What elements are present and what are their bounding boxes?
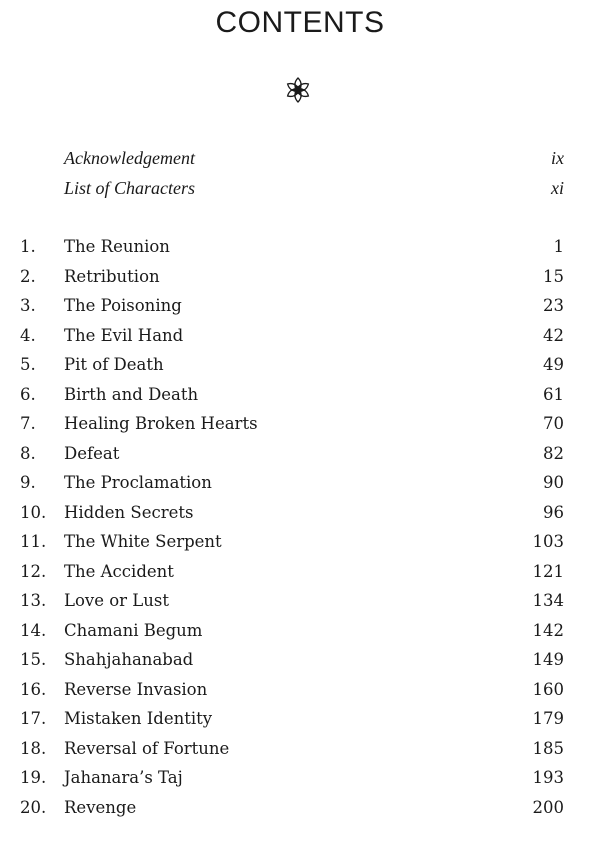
- chapter-entry: [0, 587, 600, 617]
- chapter-page-number: 70: [543, 414, 564, 433]
- chapter-number: 10.: [20, 502, 47, 522]
- chapter-title: Shahjahanabad: [64, 650, 194, 669]
- chapter-entry: [0, 263, 600, 293]
- chapter-title: Jahanara’s Taj: [64, 768, 183, 787]
- chapter-title: Reverse Invasion: [64, 679, 208, 699]
- chapter-title: Chamani Begum: [64, 620, 203, 640]
- chapter-page-number: 42: [543, 325, 564, 345]
- chapter-entry: [0, 469, 600, 499]
- chapter-title: The Accident: [64, 561, 174, 581]
- chapter-title: Defeat: [64, 443, 120, 463]
- chapter-entry: [0, 617, 600, 647]
- chapter-number: 4.: [20, 325, 36, 345]
- chapter-entry: [0, 233, 600, 263]
- chapter-number: 9.: [20, 473, 36, 492]
- chapter-page-number: 96: [543, 502, 564, 522]
- chapter-title: Love or Lust: [64, 591, 169, 610]
- chapter-page-number: 121: [532, 561, 564, 581]
- chapter-page-number: 193: [532, 768, 564, 787]
- chapter-title: The Evil Hand: [64, 325, 184, 345]
- chapter-entry: [0, 558, 600, 588]
- chapter-entry: [0, 794, 600, 824]
- front-matter-entry-list-of-characters: [0, 174, 600, 204]
- chapter-number: 13.: [20, 591, 47, 610]
- chapter-entry: [0, 646, 600, 676]
- chapter-number: 7.: [20, 414, 36, 433]
- chapter-page-number: 185: [532, 738, 564, 758]
- chapter-number: 14.: [20, 620, 47, 640]
- chapter-entry: [0, 440, 600, 470]
- chapter-title: Revenge: [64, 797, 137, 817]
- chapter-number: 19.: [20, 768, 47, 787]
- chapter-number: 18.: [20, 738, 47, 758]
- entry-title: Acknowledgement: [64, 148, 195, 168]
- chapter-entry: [0, 322, 600, 352]
- chapter-title: Hidden Secrets: [64, 502, 194, 522]
- entry-page-number: ix: [551, 148, 564, 168]
- chapter-entry: [0, 528, 600, 558]
- front-matter-list: [0, 144, 600, 203]
- chapter-page-number: 1: [553, 237, 564, 256]
- chapter-number: 11.: [20, 532, 47, 551]
- chapter-number: 12.: [20, 561, 47, 581]
- chapter-page-number: 179: [532, 709, 564, 728]
- chapter-number: 15.: [20, 650, 47, 669]
- chapter-title: The Reunion: [64, 237, 170, 256]
- chapter-entry: [0, 735, 600, 765]
- chapter-list: [0, 233, 600, 823]
- chapter-number: 8.: [20, 443, 36, 463]
- chapter-title: The Proclamation: [64, 473, 212, 492]
- chapter-entry: [0, 410, 600, 440]
- chapter-title: Mistaken Identity: [64, 709, 213, 728]
- chapter-page-number: 134: [532, 591, 564, 610]
- chapter-number: 16.: [20, 679, 47, 699]
- chapter-number: 3.: [20, 296, 36, 315]
- chapter-title: Birth and Death: [64, 384, 199, 404]
- chapter-title: Healing Broken Hearts: [64, 414, 258, 433]
- front-matter-entry-acknowledgement: [0, 144, 600, 174]
- chapter-page-number: 23: [543, 296, 564, 315]
- chapter-entry: [0, 381, 600, 411]
- chapter-title: Pit of Death: [64, 355, 164, 374]
- chapter-number: 5.: [20, 355, 36, 374]
- chapter-entry: [0, 705, 600, 735]
- chapter-page-number: 82: [543, 443, 564, 463]
- chapter-entry: [0, 292, 600, 322]
- chapter-title: Reversal of Fortune: [64, 738, 230, 758]
- chapter-number: 1.: [20, 237, 36, 256]
- chapter-page-number: 49: [543, 355, 564, 374]
- chapter-page-number: 61: [543, 384, 564, 404]
- chapter-title: Retribution: [64, 266, 160, 286]
- chapter-title: The White Serpent: [64, 532, 222, 551]
- chapter-entry: [0, 499, 600, 529]
- chapter-page-number: 200: [532, 797, 564, 817]
- flower-ornament-icon: [284, 76, 312, 104]
- chapter-page-number: 90: [543, 473, 564, 492]
- chapter-number: 6.: [20, 384, 36, 404]
- chapter-page-number: 103: [532, 532, 564, 551]
- entry-title: List of Characters: [64, 177, 196, 198]
- chapter-entry: [0, 351, 600, 381]
- chapter-page-number: 15: [543, 266, 564, 286]
- page-title: CONTENTS: [215, 6, 385, 39]
- chapter-entry: [0, 676, 600, 706]
- chapter-number: 17.: [20, 709, 47, 728]
- chapter-entry: [0, 764, 600, 794]
- chapter-page-number: 160: [532, 679, 564, 699]
- chapter-page-number: 149: [532, 650, 564, 669]
- entry-page-number: xi: [551, 177, 564, 198]
- chapter-page-number: 142: [532, 620, 564, 640]
- chapter-number: 20.: [20, 797, 47, 817]
- chapter-title: The Poisoning: [64, 296, 182, 315]
- chapter-number: 2.: [20, 266, 36, 286]
